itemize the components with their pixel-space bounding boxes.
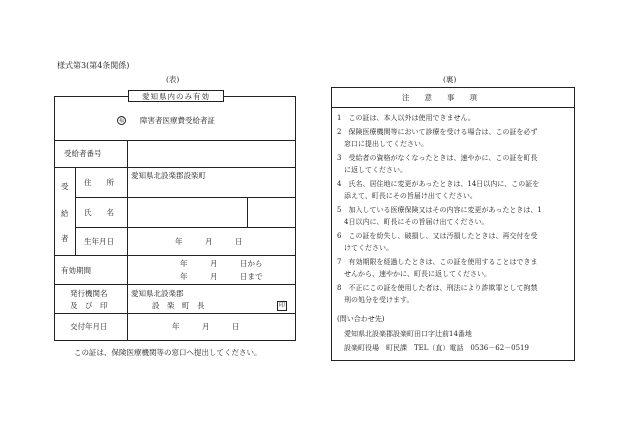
rule bbox=[75, 167, 76, 255]
valid-period-label: 有効期間 bbox=[61, 266, 91, 275]
address-value: 愛知県北設楽郡設楽町 bbox=[131, 171, 206, 180]
welfare-seal-icon: 福 bbox=[118, 118, 124, 124]
front-footer-note: この証は、保険医療機関等の窓口へ提出してください。 bbox=[74, 348, 262, 357]
rule bbox=[54, 140, 296, 141]
issuer-label-1: 発行機関名 bbox=[70, 289, 108, 298]
rule bbox=[331, 107, 575, 108]
birth-date-value: 年 月 日 bbox=[175, 237, 243, 246]
rule bbox=[54, 313, 296, 314]
address-label: 住 所 bbox=[84, 178, 114, 187]
note-line: 刑の処分を受けます。 bbox=[337, 296, 414, 304]
issuer-label-2: 及 び 印 bbox=[70, 301, 108, 310]
note-line: に返してください。 bbox=[337, 166, 407, 174]
rule bbox=[75, 227, 296, 228]
recipient-vertical-2: 給 bbox=[61, 209, 69, 218]
recipient-number-label: 受給者番号 bbox=[64, 149, 102, 158]
issuer-value-2: 設 楽 町 長 bbox=[152, 301, 205, 310]
rule bbox=[54, 167, 296, 168]
note-line: 8 不正にこの証を使用した者は、刑法により詐欺罪として拘禁 bbox=[337, 284, 538, 292]
note-line: 4日以内に、町長にその旨届け出てください。 bbox=[337, 218, 489, 226]
rule bbox=[127, 140, 128, 341]
notes-heading: 注 意 事 項 bbox=[402, 93, 477, 102]
note-line: 4 氏名、居住地に変更があったときは、14日以内に、この証を bbox=[337, 180, 540, 188]
contact-address: 愛知県北設楽郡設楽町田口字辻前14番地 bbox=[344, 330, 472, 338]
birth-date-label: 生年月日 bbox=[84, 237, 114, 246]
note-line: せんから、速やかに、町長に返してください。 bbox=[337, 270, 491, 278]
rule bbox=[54, 255, 296, 256]
valid-in-aichi-tab: 愛知県内のみ有効 bbox=[128, 90, 224, 102]
rule bbox=[75, 197, 296, 198]
form-number: 様式第3(第4条関係) bbox=[57, 61, 130, 70]
official-stamp-icon: 印 bbox=[278, 302, 285, 309]
issue-date-label: 交付年月日 bbox=[70, 322, 108, 331]
note-line: 3 受給者の資格がなくなったときは、速やかに、この証を町長 bbox=[337, 154, 538, 162]
issuer-value-1: 愛知県北設楽郡 bbox=[131, 289, 184, 298]
note-line: 1 この証は、本人以外は使用できません。 bbox=[337, 114, 475, 122]
note-line: 5 加入している医療保険又はその内容に変更があったときは、1 bbox=[337, 206, 542, 214]
recipient-vertical-3: 者 bbox=[61, 234, 69, 243]
note-line: 2 保険医療機関等において診療を受ける場合は、この証を必ず bbox=[337, 128, 538, 136]
rule bbox=[54, 284, 296, 285]
note-line: けてください。 bbox=[337, 244, 393, 252]
front-side-label: (表) bbox=[166, 75, 180, 84]
name-label: 氏 名 bbox=[84, 208, 114, 217]
valid-until: 年 月 日まで bbox=[180, 272, 263, 281]
contact-heading: (問い合わせ先) bbox=[337, 315, 385, 323]
card-title: 障害者医療費受給者証 bbox=[140, 116, 215, 125]
note-line: 7 有効期限を経過したときは、この証を使用することはできま bbox=[337, 258, 538, 266]
recipient-vertical-1: 受 bbox=[61, 182, 69, 191]
issue-date-value: 年 月 日 bbox=[172, 322, 240, 331]
contact-office: 設楽町役場 町民課 TEL（直）電話 0536－62－0519 bbox=[344, 344, 529, 352]
note-line: 6 この証を紛失し、破損し、又は汚損したときは、再交付を受 bbox=[337, 232, 538, 240]
back-side-label: (裏) bbox=[443, 75, 457, 84]
valid-from: 年 月 日から bbox=[180, 259, 263, 268]
rule bbox=[247, 197, 248, 227]
note-line: 窓口に提出してください。 bbox=[337, 140, 428, 148]
note-line: 添えて、町長にその旨届け出てください。 bbox=[337, 192, 477, 200]
